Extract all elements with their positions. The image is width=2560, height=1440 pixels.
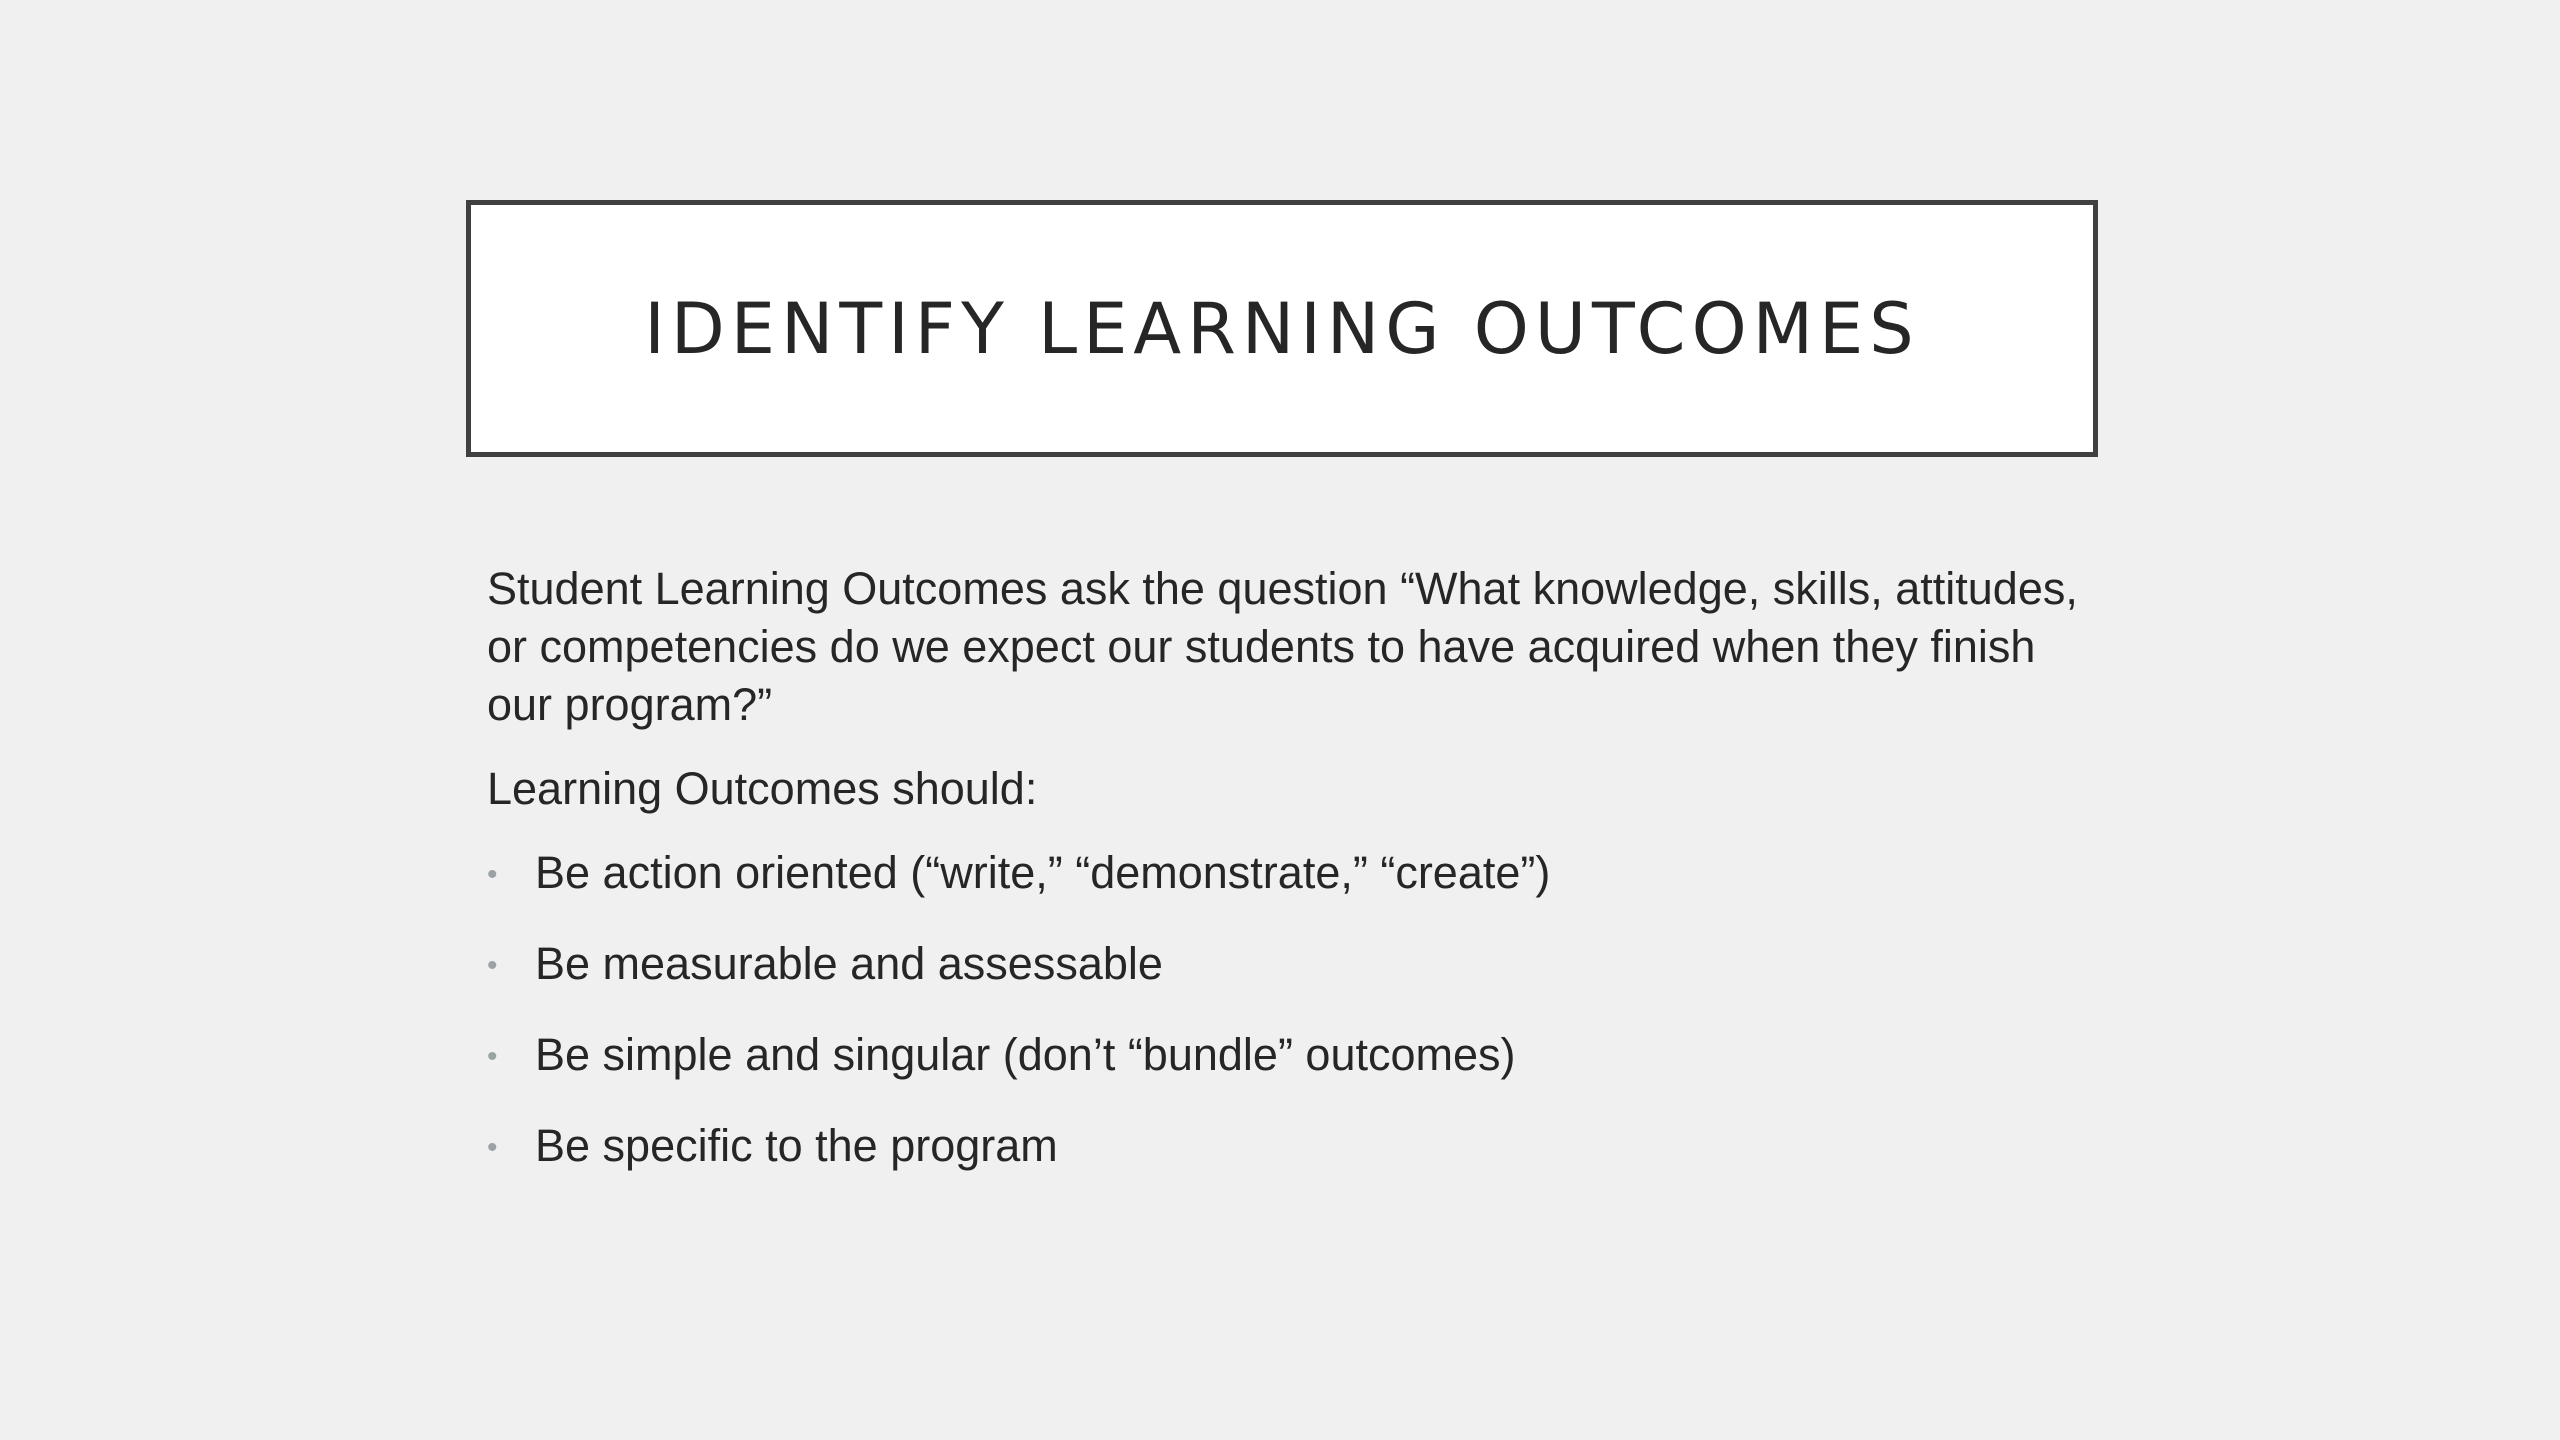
outcomes-label: Learning Outcomes should:	[487, 763, 1038, 814]
list-item-text: Be measurable and assessable	[535, 938, 1163, 989]
list-item	[487, 844, 2087, 908]
list-item	[487, 1026, 2087, 1090]
list-item	[487, 1117, 2087, 1181]
bullet-dot-icon: •	[487, 1040, 498, 1073]
bullet-dot-icon: •	[487, 949, 498, 982]
bullet-dot-icon: •	[487, 858, 498, 891]
slide-body	[487, 560, 2087, 1208]
slide-title: IDENTIFY LEARNING OUTCOMES	[644, 287, 1920, 370]
intro-paragraph: Student Learning Outcomes ask the question “What knowledge, skills, attitudes, or competencies do we expect our students to have acquired when they finish our program?”	[487, 563, 2078, 730]
bullet-dot-icon: •	[487, 1131, 498, 1164]
list-item	[487, 935, 2087, 999]
list-item-text: Be action oriented (“write,” “demonstrate,” “create”)	[535, 847, 1551, 898]
outcomes-list	[487, 844, 2087, 1181]
list-item-text: Be simple and singular (don’t “bundle” outcomes)	[535, 1029, 1516, 1080]
title-box	[466, 200, 2098, 457]
list-item-text: Be specific to the program	[535, 1120, 1058, 1171]
